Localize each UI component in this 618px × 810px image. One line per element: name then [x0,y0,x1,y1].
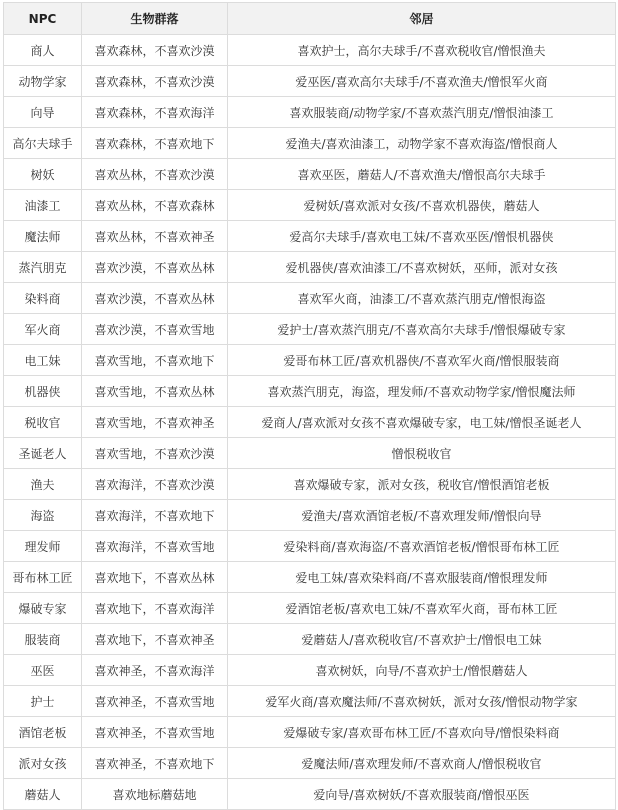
biome-cell: 喜欢地标蘑菇地 [82,779,228,810]
npc-cell: 动物学家 [4,66,82,97]
biome-cell: 喜欢丛林，不喜欢神圣 [82,221,228,252]
biome-cell: 喜欢神圣，不喜欢地下 [82,748,228,779]
biome-cell: 喜欢丛林，不喜欢森林 [82,190,228,221]
npc-cell: 向导 [4,97,82,128]
table-row [4,252,616,283]
npc-cell: 哥布林工匠 [4,562,82,593]
table-row [4,283,616,314]
neighbors-cell: 爱树妖/喜欢派对女孩/不喜欢机器侠，蘑菇人 [228,190,616,221]
npc-cell: 军火商 [4,314,82,345]
neighbors-cell: 爱高尔夫球手/喜欢电工妹/不喜欢巫医/憎恨机器侠 [228,221,616,252]
biome-cell: 喜欢森林，不喜欢地下 [82,128,228,159]
table-row [4,345,616,376]
npc-cell: 海盗 [4,500,82,531]
npc-cell: 树妖 [4,159,82,190]
biome-cell: 喜欢神圣，不喜欢雪地 [82,717,228,748]
npc-cell: 圣诞老人 [4,438,82,469]
npc-cell: 蘑菇人 [4,779,82,810]
neighbors-cell: 爱机器侠/喜欢油漆工/不喜欢树妖，巫师，派对女孩 [228,252,616,283]
table-row [4,624,616,655]
table-header [4,3,616,35]
neighbors-cell: 爱染料商/喜欢海盗/不喜欢酒馆老板/憎恨哥布林工匠 [228,531,616,562]
table-row [4,531,616,562]
biome-cell: 喜欢海洋，不喜欢地下 [82,500,228,531]
table-row [4,314,616,345]
npc-cell: 税收官 [4,407,82,438]
table-row [4,562,616,593]
npc-preference-table [3,2,616,810]
biome-cell: 喜欢雪地，不喜欢丛林 [82,376,228,407]
biome-cell: 喜欢丛林，不喜欢沙漠 [82,159,228,190]
table-row [4,593,616,624]
neighbors-cell: 爱护士/喜欢蒸汽朋克/不喜欢高尔夫球手/憎恨爆破专家 [228,314,616,345]
table-row [4,66,616,97]
npc-cell: 蒸汽朋克 [4,252,82,283]
npc-cell: 商人 [4,35,82,66]
table-body [4,35,616,810]
neighbors-cell: 爱商人/喜欢派对女孩不喜欢爆破专家，电工妹/憎恨圣诞老人 [228,407,616,438]
neighbors-cell: 爱电工妹/喜欢染料商/不喜欢服装商/憎恨理发师 [228,562,616,593]
neighbors-cell: 爱酒馆老板/喜欢电工妹/不喜欢军火商，哥布林工匠 [228,593,616,624]
table-row [4,190,616,221]
biome-cell: 喜欢海洋，不喜欢雪地 [82,531,228,562]
biome-cell: 喜欢地下，不喜欢神圣 [82,624,228,655]
npc-cell: 油漆工 [4,190,82,221]
header-biome: 生物群落 [82,3,228,35]
table-row [4,407,616,438]
table-row [4,97,616,128]
biome-cell: 喜欢雪地，不喜欢神圣 [82,407,228,438]
npc-cell: 电工妹 [4,345,82,376]
table-row [4,686,616,717]
neighbors-cell: 喜欢军火商，油漆工/不喜欢蒸汽朋克/憎恨海盗 [228,283,616,314]
npc-cell: 高尔夫球手 [4,128,82,159]
npc-cell: 巫医 [4,655,82,686]
header-neighbors: 邻居 [228,3,616,35]
npc-cell: 酒馆老板 [4,717,82,748]
neighbors-cell: 憎恨税收官 [228,438,616,469]
table-row [4,159,616,190]
neighbors-cell: 喜欢巫医，蘑菇人/不喜欢渔夫/憎恨高尔夫球手 [228,159,616,190]
biome-cell: 喜欢森林，不喜欢沙漠 [82,35,228,66]
neighbors-cell: 喜欢爆破专家，派对女孩，税收官/憎恨酒馆老板 [228,469,616,500]
neighbors-cell: 爱渔夫/喜欢油漆工，动物学家不喜欢海盗/憎恨商人 [228,128,616,159]
biome-cell: 喜欢雪地，不喜欢沙漠 [82,438,228,469]
neighbors-cell: 爱魔法师/喜欢理发师/不喜欢商人/憎恨税收官 [228,748,616,779]
biome-cell: 喜欢沙漠，不喜欢雪地 [82,314,228,345]
neighbors-cell: 爱哥布林工匠/喜欢机器侠/不喜欢军火商/憎恨服装商 [228,345,616,376]
biome-cell: 喜欢森林，不喜欢沙漠 [82,66,228,97]
npc-cell: 派对女孩 [4,748,82,779]
neighbors-cell: 爱渔夫/喜欢酒馆老板/不喜欢理发师/憎恨向导 [228,500,616,531]
table-row [4,500,616,531]
biome-cell: 喜欢地下，不喜欢海洋 [82,593,228,624]
table-row [4,469,616,500]
npc-cell: 魔法师 [4,221,82,252]
biome-cell: 喜欢地下，不喜欢丛林 [82,562,228,593]
neighbors-cell: 喜欢树妖，向导/不喜欢护士/憎恨蘑菇人 [228,655,616,686]
biome-cell: 喜欢沙漠，不喜欢丛林 [82,283,228,314]
biome-cell: 喜欢雪地，不喜欢地下 [82,345,228,376]
table-row [4,376,616,407]
table-row [4,748,616,779]
header-npc: NPC [4,3,82,35]
table-row [4,128,616,159]
neighbors-cell: 爱向导/喜欢树妖/不喜欢服装商/憎恨巫医 [228,779,616,810]
biome-cell: 喜欢森林，不喜欢海洋 [82,97,228,128]
neighbors-cell: 爱蘑菇人/喜欢税收官/不喜欢护士/憎恨电工妹 [228,624,616,655]
neighbors-cell: 喜欢服装商/动物学家/不喜欢蒸汽朋克/憎恨油漆工 [228,97,616,128]
neighbors-cell: 喜欢蒸汽朋克，海盗，理发师/不喜欢动物学家/憎恨魔法师 [228,376,616,407]
npc-cell: 机器侠 [4,376,82,407]
neighbors-cell: 喜欢护士，高尔夫球手/不喜欢税收官/憎恨渔夫 [228,35,616,66]
npc-cell: 染料商 [4,283,82,314]
table-row [4,655,616,686]
npc-cell: 理发师 [4,531,82,562]
table-row [4,717,616,748]
npc-cell: 服装商 [4,624,82,655]
biome-cell: 喜欢海洋，不喜欢沙漠 [82,469,228,500]
table-row [4,35,616,66]
header-row [4,3,616,35]
npc-cell: 爆破专家 [4,593,82,624]
table-row [4,438,616,469]
neighbors-cell: 爱军火商/喜欢魔法师/不喜欢树妖，派对女孩/憎恨动物学家 [228,686,616,717]
npc-cell: 护士 [4,686,82,717]
biome-cell: 喜欢沙漠，不喜欢丛林 [82,252,228,283]
biome-cell: 喜欢神圣，不喜欢雪地 [82,686,228,717]
npc-cell: 渔夫 [4,469,82,500]
neighbors-cell: 爱巫医/喜欢高尔夫球手/不喜欢渔夫/憎恨军火商 [228,66,616,97]
table-row [4,779,616,810]
table-row [4,221,616,252]
biome-cell: 喜欢神圣，不喜欢海洋 [82,655,228,686]
neighbors-cell: 爱爆破专家/喜欢哥布林工匠/不喜欢向导/憎恨染料商 [228,717,616,748]
